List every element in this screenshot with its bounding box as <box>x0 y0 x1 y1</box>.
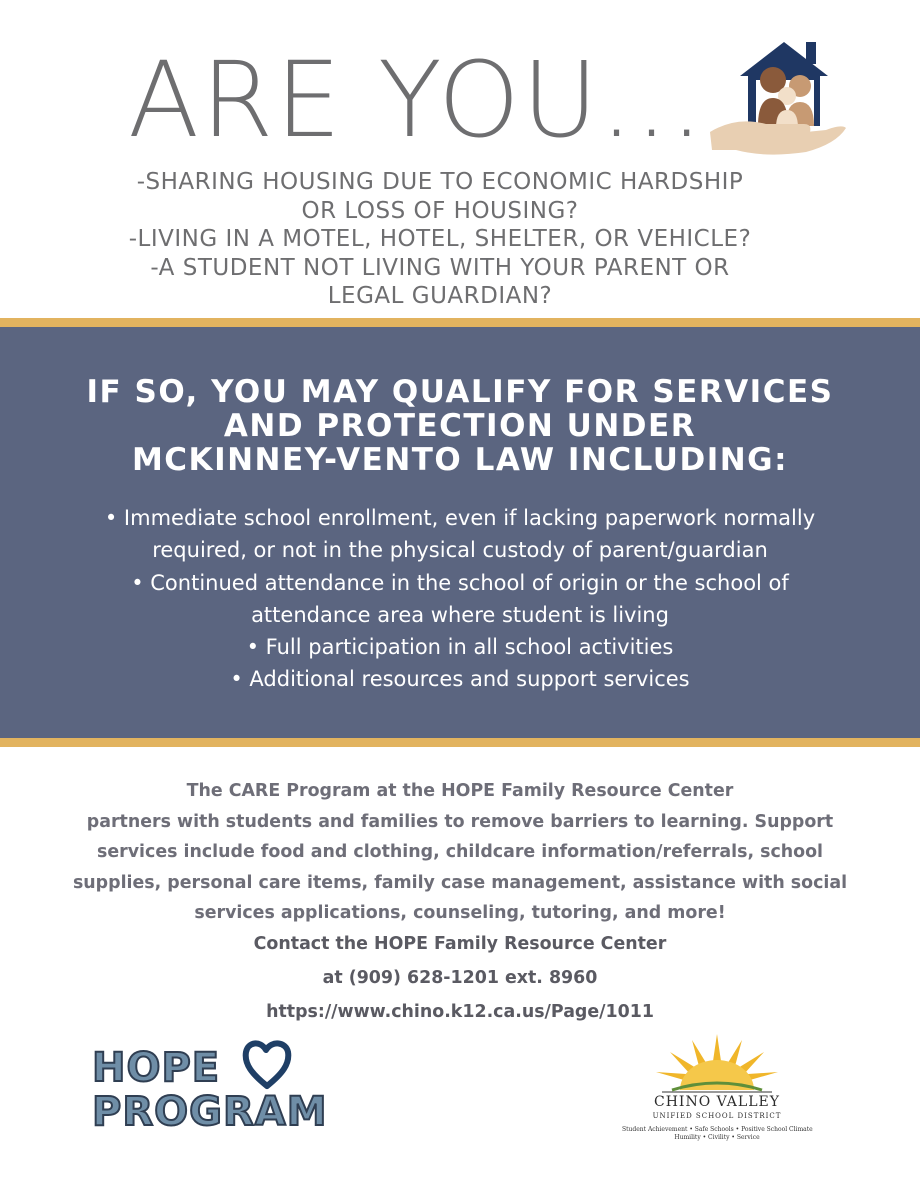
house-family-icon <box>706 36 848 156</box>
tagline-line: Humility • Civility • Service <box>674 1134 760 1141</box>
care-line: supplies, personal care items, family case management, assistance with social <box>72 872 848 893</box>
band-title <box>20 375 900 477</box>
headline: ARE YOU... <box>128 39 706 161</box>
contact-phone[interactable]: at (909) 628-1201 ext. 8960 <box>322 968 598 988</box>
question-line: OR LOSS OF HOUSING? <box>301 197 579 224</box>
district-tagline <box>622 1126 812 1142</box>
band-title-line: AND PROTECTION UNDER <box>223 408 697 444</box>
question-line: LEGAL GUARDIAN? <box>327 283 553 309</box>
contact-info <box>60 927 860 1029</box>
gold-divider-bottom <box>0 738 920 747</box>
band-title-line: IF SO, YOU MAY QUALIFY FOR SERVICES <box>86 374 834 410</box>
care-line: partners with students and families to remove barriers to learning. Support <box>86 811 834 832</box>
list-item: • Full participation in all school activities <box>246 635 674 660</box>
sun-icon <box>652 1032 782 1096</box>
services-band <box>0 327 920 738</box>
question-line: -SHARING HOUSING DUE TO ECONOMIC HARDSHIP <box>136 169 744 195</box>
care-line: services include food and clothing, childcare information/referrals, school <box>96 842 824 862</box>
list-item: • Continued attendance in the school of origin or the school of <box>131 570 789 595</box>
list-item: attendance area where student is living <box>251 602 669 627</box>
district-subtitle: UNIFIED SCHOOL DISTRICT <box>652 1112 782 1120</box>
eligibility-questions <box>60 168 820 311</box>
question-line: -LIVING IN A MOTEL, HOTEL, SHELTER, OR VEHICLE? <box>128 226 752 252</box>
care-line: services applications, counseling, tutoring, and more! <box>194 903 726 923</box>
hope-logo-word: PROGRAM <box>92 1089 328 1135</box>
list-item: • Immediate school enrollment, even if lacking paperwork normally <box>104 506 816 530</box>
tagline-line: Student Achievement • Safe Schools • Positive School Climate <box>622 1126 813 1133</box>
care-program-description <box>20 776 900 929</box>
contact-url-link[interactable]: https://www.chino.k12.ca.us/Page/1011 <box>266 1002 654 1022</box>
list-item: • Additional resources and support services <box>230 667 690 692</box>
question-line: -A STUDENT NOT LIVING WITH YOUR PARENT OR <box>150 254 730 281</box>
list-item: required, or not in the physical custody of parent/guardian <box>152 538 768 563</box>
district-name: CHINO VALLEY <box>654 1094 780 1110</box>
services-list <box>40 502 880 696</box>
chino-valley-district-logo <box>622 1032 812 1152</box>
contact-line: Contact the HOPE Family Resource Center <box>253 934 667 954</box>
band-title-line: MCKINNEY-VENTO LAW INCLUDING: <box>131 442 789 478</box>
hope-program-logo <box>92 1036 372 1136</box>
care-line: The CARE Program at the HOPE Family Resource Center <box>186 781 734 801</box>
hope-logo-word: HOPE <box>92 1045 221 1091</box>
gold-divider-top <box>0 318 920 327</box>
heart-icon <box>242 1036 292 1091</box>
